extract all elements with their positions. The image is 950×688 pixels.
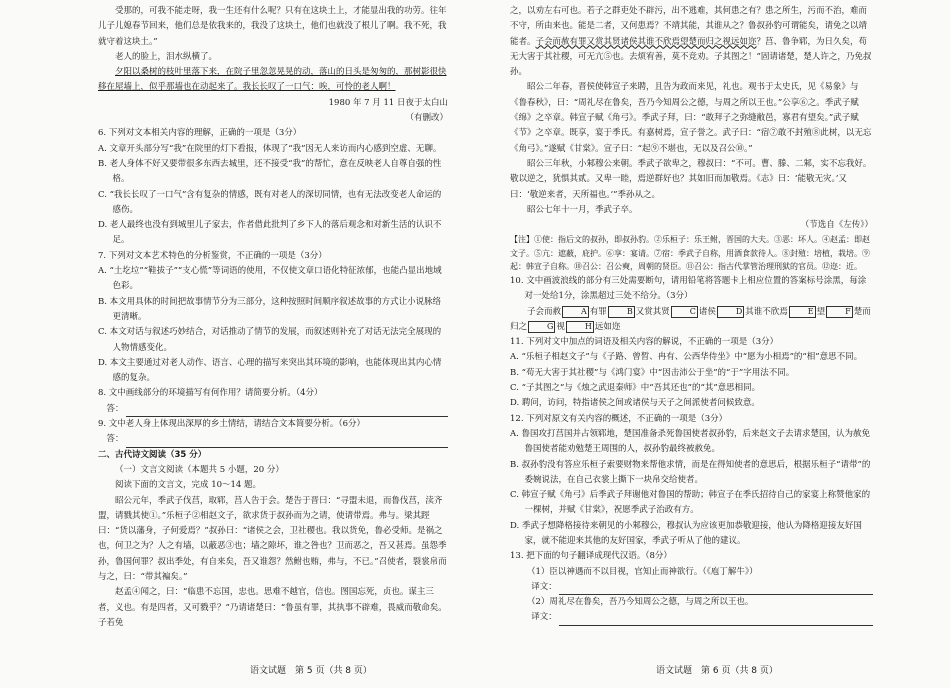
option-7c: C. 本文对话与叙述巧妙结合，对话推动了情节的发展，而叙述则补充了对话无法完全展现的人物情感变化。 xyxy=(98,327,442,353)
text-run: 有罪 xyxy=(589,306,607,317)
question-12: 12. 下列对原文有关内容的概述，不正确的一项是（3分） xyxy=(510,413,728,424)
question-8: 8. 文中画线部分的环境描写有何作用？请简要分析。（4分） xyxy=(98,388,323,399)
text-run: 其谁不欣焉 xyxy=(745,306,788,317)
answer-line-13-1[interactable] xyxy=(510,580,873,595)
option-12b: B. 叔孙豹没有答应乐桓子索要财物来帮他求情，而是在得知使者的意思后，根据乐桓子“请带”的委婉说法，在自己衣裳上撕下一块帛交给使者。 xyxy=(510,459,871,485)
underlined-environment-paragraph: 夕阳以桑树的枝叶里落下来，在院子里忽忽晃晃的动，落山的日头是匆匆的，那树影很快移在屋墙上，似乎那墙也在动起来了。我长长叹了一口气：唉，可怜的老人啊！ xyxy=(98,67,447,93)
answer-label: 答： xyxy=(106,434,124,445)
classical-paragraph xyxy=(510,4,873,80)
break-box-a[interactable]: A xyxy=(562,306,589,318)
break-box-c[interactable]: C xyxy=(671,306,698,318)
text-run: 诸侯 xyxy=(698,306,716,317)
answer-line-13-2[interactable] xyxy=(510,610,873,625)
question-6: 6. 下列对文本相关内容的理解，正确的一项是（3分） xyxy=(98,128,302,139)
option-11b: B. “苟无大害于其社稷”与《鸿门宴》中“因击沛公于坐”的“于”字用法不同。 xyxy=(510,367,795,378)
break-box-e[interactable]: E xyxy=(789,306,816,318)
option-12a: A. 鲁国攻打莒国并占领郓地，楚国准备杀死鲁国使者叔孙豹，后来赵文子去请求楚国，认为赦免鲁国使者能劝勉楚王周围的人，叔孙豹最终被赦免。 xyxy=(510,428,871,455)
sentence-break-line xyxy=(510,305,873,336)
option-12d: D. 季武子想降格接待来朝见的小邾穆公，穆叔认为应该更加恭敬迎接，他认为降格迎接友好国家，就不能迎来其他的友好国家，季武子听从了他的建议。 xyxy=(510,520,862,546)
text-run: 视 xyxy=(556,321,565,332)
page-6-column xyxy=(510,4,873,626)
answer-label: 译文： xyxy=(531,612,557,623)
question-13: 13. 把下面的句子翻译成现代汉语。（8分） xyxy=(510,551,672,562)
break-box-b[interactable]: B xyxy=(608,306,635,318)
option-6b: B. 老人身体不好又要带很多东西去城里，还不接受“我”的帮忙，意在反映老人自尊自强的性格。 xyxy=(98,158,442,185)
translate-item-1: （1）臣以神遇而不以目视，官知止而神欲行。（《庖丁解牛》） xyxy=(527,566,758,577)
option-7a: A. “土圪垃”“鞋拔子”“支心慌”等词语的使用，不仅使文章口语化特征浓郁，也能凸显出地域色彩。 xyxy=(98,266,442,292)
option-7b: B. 本文用具体的时间把故事情节分为三部分，这种按照时间顺序叙述故事的方式让小说脉络更清晰。 xyxy=(98,296,442,322)
question-11: 11. 下列对文中加点的词语及相关内容的解说，不正确的一项是（3分） xyxy=(510,337,779,348)
translate-item-2: （2）周礼尽在鲁矣，吾乃今知周公之德，与周之所以王也。 xyxy=(527,597,754,608)
option-7d: D. 本文主要通过对老人动作、语言、心理的描写来突出其环境的影响，也能体现出其内心情感的复杂。 xyxy=(98,357,442,384)
story-paragraph: 受那的，可我不能走呀，我一生还有什么呢？只有在这块土上，才能显出我的功劳。往年儿子儿媳春节回来，他们总是依我来的，我没了这块土，他们也就没了根儿了啊。我不死，我就守着这块土。” xyxy=(98,6,447,47)
classical-paragraph: 昭公三年秋，小邾穆公来朝。季武子欲卑之，穆叔曰：“不可。曹、滕、二邾，实不忘我好。敬以逆之，犹惧其贰。又卑一睦，焉逆群好也？其如旧而加敬焉。《志》曰：‘能敬无灾。’又曰：‘敬逆来者，天所福也。’”季孙从之。 xyxy=(510,158,872,200)
classical-paragraph: 赵孟④闻之，曰：“临患不忘国，忠也。思难不越官，信也。图国忘死，贞也。谋主三者，义也。有是四者，又可戮乎？”乃请诸楚曰：“鲁虽有罪，其执事不辟难，畏威而敬命矣。子若免 xyxy=(98,587,447,628)
option-11a: A. “乐桓子相赵文子”与《子路、曾晳、冉有、公西华侍坐》中“愿为小相焉”的“相”意思不同。 xyxy=(510,352,863,363)
break-box-d[interactable]: D xyxy=(717,306,744,318)
text-run: ？莒、鲁争郓，为日久矣，苟无大害于其社稷，可无亢⑤也。去烦宥善，莫不竞劝。子其图之！”固请诸楚，楚人许之，乃免叔孙。 xyxy=(510,36,872,78)
break-box-f[interactable]: F xyxy=(826,306,853,318)
text-run: 又赏其贤 xyxy=(635,306,670,317)
text-run: 之，以劝左右可也。若子之群吏处不辟污，出不逃难，其何患之有？患之所生，污而不治，难而不守，所由来也。能是二者，又何患焉？不靖其能，其谁从之？鲁叔孙豹可谓能矣，请免之以靖能者。 xyxy=(510,6,868,47)
option-6a: A. 文章开头部分写“我”在院里的灯下看报，体现了“我”因无人来访而内心感到空虚、无聊。 xyxy=(98,143,442,154)
text-run: 子会而赦 xyxy=(527,306,562,317)
question-10: 10. 文中画波浪线的部分有三处需要断句，请用铅笔将答题卡上相应位置的答案标号涂黑，每涂对一处给1分，涂黑超过三处不给分。（3分） xyxy=(510,275,867,302)
question-9: 9. 文中老人身上体现出深厚的乡土情结，请结合文本简要分析。（6分） xyxy=(98,419,365,430)
option-6c: C. “我长长叹了一口气”含有复杂的情感，既有对老人的深切同情，也有无法改变老人命运的感伤。 xyxy=(98,189,442,215)
wavy-underlined-text: 子会而赦有罪又赏其贤诸侯其谁不欣焉望楚而归之视远如迩 xyxy=(535,36,757,47)
page-5-column xyxy=(98,4,448,631)
option-11c: C. “子其图之”与《烛之武退秦师》中“吾其还也”的“其”意思相同。 xyxy=(510,383,761,394)
reading-instruction: 阅读下面的文言文，完成 10～14 题。 xyxy=(115,480,262,491)
classical-paragraph: 昭公二年春，晋侯使韩宣子来聘，且告为政而来见，礼也。观书于太史氏，见《易象》与《鲁春秋》，曰：“周礼尽在鲁矣，吾乃今知周公之德，与周之所以王也。”公享⑥之。季武子赋《绵》之卒章。韩宣子赋《角弓》。季武子拜，曰：“敢拜子之弥缝敝邑，寡君有望矣。”武子赋《节》之卒章。既享，宴于季氏。有嘉树焉，宣子誉之。武子曰：“宿⑦敢不封殖⑧此树，以无忘《角弓》。”遂赋《甘棠》。宣子曰：“起⑨不堪也，无以及召公⑩。” xyxy=(510,82,872,154)
page-footer-6: 语文试题 第 6 页（共 8 页） xyxy=(656,666,778,676)
classical-paragraph: 昭公七年十一月，季武子卒。 xyxy=(527,204,638,215)
option-12c: C. 韩宣子赋《角弓》后季武子拜谢他对鲁国的帮助；韩宣子在季氏招待自己的家宴上称赞他家的一棵树，并赋《甘棠》，祝愿季武子治政有方。 xyxy=(510,490,871,516)
subsection-heading: （一）文言文阅读（本题共 5 小题，20 分） xyxy=(115,464,284,475)
answer-label: 答： xyxy=(106,403,124,414)
answer-line-9[interactable] xyxy=(98,432,448,447)
question-7: 7. 下列对文本艺术特色的分析鉴赏，不正确的一项是（3分） xyxy=(98,250,327,261)
option-11d: D. 聘问，访问，特指诸侯之间或诸侯与天子之间派使者问候致意。 xyxy=(510,398,760,409)
story-paragraph: 老人的脸上，泪水纵横了。 xyxy=(115,51,218,62)
page-footer-5: 语文试题 第 5 页（共 8 页） xyxy=(250,666,372,676)
answer-line-8[interactable] xyxy=(98,402,448,417)
story-date: 1980 年 7 月 11 日夜于太白山 xyxy=(328,97,448,108)
text-run: 望 xyxy=(816,306,826,317)
classical-paragraph: 昭公元年，季武子伐莒，取郓，莒人告于会。楚告于晋曰：“寻盟未退，而鲁伐莒，渎齐盟，请戮其使①。”乐桓子②相赵文子，欲求货于叔孙而为之请，使请带焉。弗与。梁其踁曰：“货以藩身，子何爱焉？”叔孙曰：“诸侯之会，卫社稷也。我以货免，鲁必受师。是祸之也，何卫之为？人之有墙，以蔽恶③也；墙之隙坏，谁之咎也？卫而恶之，吾又甚焉。虽怨季孙，鲁国何罪？叔出季处，有自来矣，吾又谁怨？然鲋也贿，弗与，不已。”召使者，裂裳帛而与之，曰：“带其褊矣。” xyxy=(98,495,447,582)
option-6d: D. 老人最终也没有到城里儿子家去，作者借此批判了乡下人的落后观念和对新生活的认识不足。 xyxy=(98,220,442,246)
passage-source: （节选自《左传》） xyxy=(800,220,873,231)
story-source: （有删改） xyxy=(405,113,448,124)
break-box-g[interactable]: G xyxy=(528,321,555,333)
text-run: 远如迩 xyxy=(594,321,621,332)
text-run: 楚而归之 xyxy=(510,306,871,332)
annotation-notes: 【注】①使：指后文的叔孙，即叔孙豹。②乐桓子：乐王鲋，晋国的大夫。③恶：坏人。④赵孟：即赵文子。⑤亢：遮蔽，庇护。⑥享：宴请。⑦宿：季武子自称，用酒食款待人。⑧封殖：培植，栽培。⑨起：韩宣子自称。⑩召公：召公奭，周朝的贤臣。⑪召公：指古代掌管治理刑狱的官员。⑫迩：近。 xyxy=(510,235,870,272)
break-box-h[interactable]: H xyxy=(566,321,594,333)
answer-label: 译文： xyxy=(531,581,557,592)
section-heading: 二、古代诗文阅读（35 分） xyxy=(98,449,207,460)
